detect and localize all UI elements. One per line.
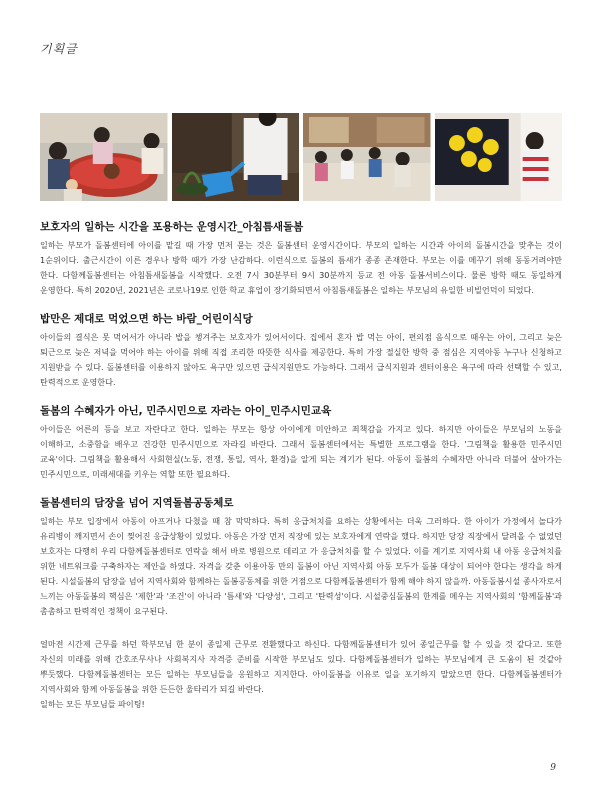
section-community-care xyxy=(40,496,562,619)
section-body: 일하는 부모 입장에서 아동이 아프거나 다쳤을 때 참 막막하다. 특히 응급처치를 요하는 상황에서는 더욱 그러하다. 한 아이가 가정에서 놀다가 유리병이 깨지면서 손이 찢어진 응급상황이 있었다. 아동은 가장 먼저 직장에 있는 보호자에게 연락을 했다. 하지만 당장 직장에서 달려올 수 없었던 보호자는 다행히 우리 다함께돌봄센터로 연락을 해서 바로 병원으로 데리고 가 응급처치를 할 수 있었다. 이를 계기로 지역사회 내 아동 응급처치를 위한 네트워크를 구축하자는 제안을 하였다. 자격을 갖춘 이용아동 만의 돌봄이 아닌 지역사회 아동 모두가 돌봄 대상이 되어야 한다는 생각을 하게 된다. 시설돌봄의 담장을 넘어 지역사회와 함께하는 돌봄공동체를 위한 거점으로 다함께돌봄센터가 함께 해야 하지 않을까. 아동돌봄시설 종사자로서 느끼는 아동돌봄의 핵심은 '제한'과 '조건'이 아니라 '틈새'와 '다양성', 그리고 '탄력성'이다. 시설중심돌봄의 한계를 메우는 지역사회의 '함께돌봄'과 촘촘하고 탄력적인 정책이 요구된다. xyxy=(40,516,562,616)
closing-paragraph: 얼마전 시간제 근무를 하던 학부모님 한 분이 종일제 근무로 전환했다고 하신다. 다함께돌봄센터가 있어 종일근무를 할 수 있을 것 같다고. 또한 자신의 미래를 위해 간호조무사나 사회복지사 자격증 준비를 시작한 부모님도 있다. 다함께돌봄센터가 일하는 부모님에게 큰 도움이 된 것같아 뿌듯했다. 다함께돌봄센터는 모든 일하는 부모님들을 응원하고 지지한다. 아이돌봄을 이유로 일을 포기하지 말았으면 한다. 다함께돌봄센터가 지역사회와 함께 아동돌봄을 위한 든든한 울타리가 되길 바란다. xyxy=(40,639,562,694)
section-body: 아이들은 어른의 등을 보고 자란다고 한다. 일하는 부모는 항상 아이에게 미안하고 죄책감을 가지고 있다. 하지만 아이들은 부모님의 노동을 이해하고, 소중함을 배우고 건강한 민주시민으로 자라길 바란다. 그래서 돌봄센터에서는 특별한 프로그램을 한다. '그림책을 활용한 민주시민 교육'이다. 그림책을 활용해서 사회현실(노동, 전쟁, 통일, 역사, 환경)을 알게 되는 계기가 된다. 아동이 돌봄의 수혜자만 아니라 더불어 살아가는 민주시민으로, 미래세대를 키우는 역할 또한 필요하다. xyxy=(40,424,563,479)
section-morning-care xyxy=(40,220,562,298)
photo-strip xyxy=(40,113,562,201)
section-title: 돌봄센터의 담장을 넘어 지역돌봄공동체로 xyxy=(40,497,234,509)
section-citizenship-education xyxy=(40,404,562,482)
children-eating-photo xyxy=(40,113,168,201)
child-watering-plant-photo xyxy=(172,113,300,201)
section-body: 아이들의 결식은 못 먹어서가 아니라 밥을 챙겨주는 보호자가 있어서이다. 집에서 혼자 밥 먹는 아이, 편의점 음식으로 때우는 아이, 그리고 늦은 퇴근으로 늦은 저녁을 먹어야 하는 아이를 위해 직접 조리한 따뜻한 식사를 제공한다. 특히 가장 절실한 방학 중 점심은 지역아동 누구나 신청하고 지원받을 수 있다. 돌봄센터를 이용하지 않아도 욕구만 있으면 급식지원만도 가능하다. 그래서 급식지원과 센터이용은 욕구에 따라 선택할 수 있고, 탄력적으로 운영한다. xyxy=(40,332,562,387)
children-playing-floor-photo xyxy=(303,113,431,201)
section-closing xyxy=(40,637,562,712)
closing-cheer: 일하는 모든 부모님들 파이팅! xyxy=(40,699,145,709)
section-title: 밥만은 제대로 먹었으면 하는 바람_어린이식당 xyxy=(40,313,253,325)
article-content xyxy=(40,220,562,726)
child-activity-board-photo xyxy=(435,113,563,201)
page-number: 9 xyxy=(550,763,556,773)
section-title: 보호자의 일하는 시간을 포용하는 운영시간_아침틈새돌봄 xyxy=(40,221,304,233)
section-header-label: 기획글 xyxy=(40,42,78,56)
section-children-cafeteria xyxy=(40,312,562,390)
section-body: 일하는 부모가 돌봄센터에 아이를 맡길 때 가장 먼저 묻는 것은 돌봄센터 운영시간이다. 부모의 일하는 시간과 아이의 돌봄시간을 맞추는 것이 1순위이다. 출근시간이 이른 경우나 방학 때가 가장 난감하다. 이런식으로 돌봄의 틈새가 종종 존재한다. 부모는 이를 메꾸기 위해 동동거려야만 한다. 다함께돌봄센터는 아침틈새돌봄을 시작했다. 오전 7시 30분부터 9시 30분까지 등교 전 아동 돌봄서비스이다. 물론 방학 때도 동일하게 운영한다. 특히 2020년, 2021년은 코로나19로 인한 학교 휴업이 장기화되면서 아침틈새돌봄은 일하는 부모님의 유일한 비빌언덕이 되었다. xyxy=(40,240,562,295)
section-title: 돌봄의 수혜자가 아닌, 민주시민으로 자라는 아이_민주시민교육 xyxy=(40,405,332,417)
